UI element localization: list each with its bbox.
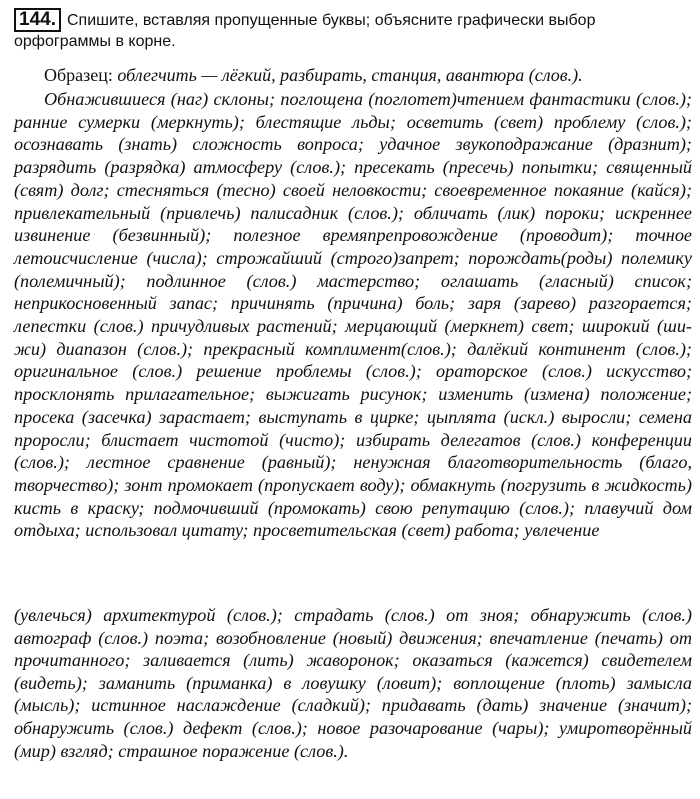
exercise-paragraph-2: (увлечься) архитектурой (слов.); страдать (слов.) от зноя; обнаружить (слов.) автограф (слов.) поэта; возобновление (новый) движения; впечатление (печать) от прочитанного; заливается (лить) жаворонок; оказаться (кажется) свидетелем (видеть); заманить (приманка) в ловушку (ловит); воплощение (плоть) замысла (мысль); истинное наслаждение (сладкий); придавать (дать) значение (значит); обнаружить (слов.) дефект (слов.); новое разочарование (чары); умиротворённый (мир) взгляд; страшное поражение (слов.). — [14, 605, 692, 761]
task-instruction: Спишите, вставляя пропущенные буквы; объясните графически выбор орфограммы в корне. — [14, 12, 596, 50]
sample-text: облегчить — лёгкий, разбирать, станция, авантюра (слов.). — [117, 65, 583, 85]
task-header — [14, 8, 690, 52]
sample-label: Образец: — [44, 65, 113, 85]
exercise-paragraph-1: Обнажившиеся (наг) склоны; поглощена (поглотет)чтением фантастики (слов.); ранние сумерки (меркнуть); блестящие льды; осветить (свет) проблему (слов.); осознавать (знать) сложность вопроса; удачное звукоподражание (дразнит); разрядить (разрядка) атмосферу (слов.); пресекать (пресечь) попытки; священный (свят) долг; стесняться (тесно) своей неловкости; своевременное покаяние (кайся); привлекательный (привлечь) палисадник (слов.); обличать (лик) пороки; искреннее извинение (безвинный); полезное времяпрепровождение (проводит); точное летоисчисление (числа); строжайший (строго)запрет; порождать(роды) полемику (полемичный); подлинное (слов.) мастерство; оглашать (гласный) список; неприкосновенный запас; причинять (причина) боль; заря (зарево) разгорается; лепестки (слов.) причудливых растений; мерцающий (меркнет) свет; широкий (ши-жи) диапазон (слов.); прекрасный комплимент(слов.); далёкий континент (слов.); оригинальное (слов.) решение проблемы (слов.); ораторское (слов.) искусство; просклонять прилагательное; выжигать рисунок; изменить (измена) положение; просека (засечка) зарастает; выступать в цирке; цыплята (искл.) выросли; семена проросли; блистает чистотой (чисто); избирать делегатов (слов.) конференции (слов.); лестное сравнение (равный); ненужная благотворительность (благо, творчество); зонт промокает (пропускает воду); обмакнуть (погрузить в жидкость) кисть в краску; подмочивший (промокать) свою репутацию (слов.); плавучий дом отдыха; использовал цитату; просветительская (свет) работа; увлечение — [14, 89, 692, 541]
sample-line — [44, 64, 694, 86]
task-number: 144. — [14, 8, 61, 32]
